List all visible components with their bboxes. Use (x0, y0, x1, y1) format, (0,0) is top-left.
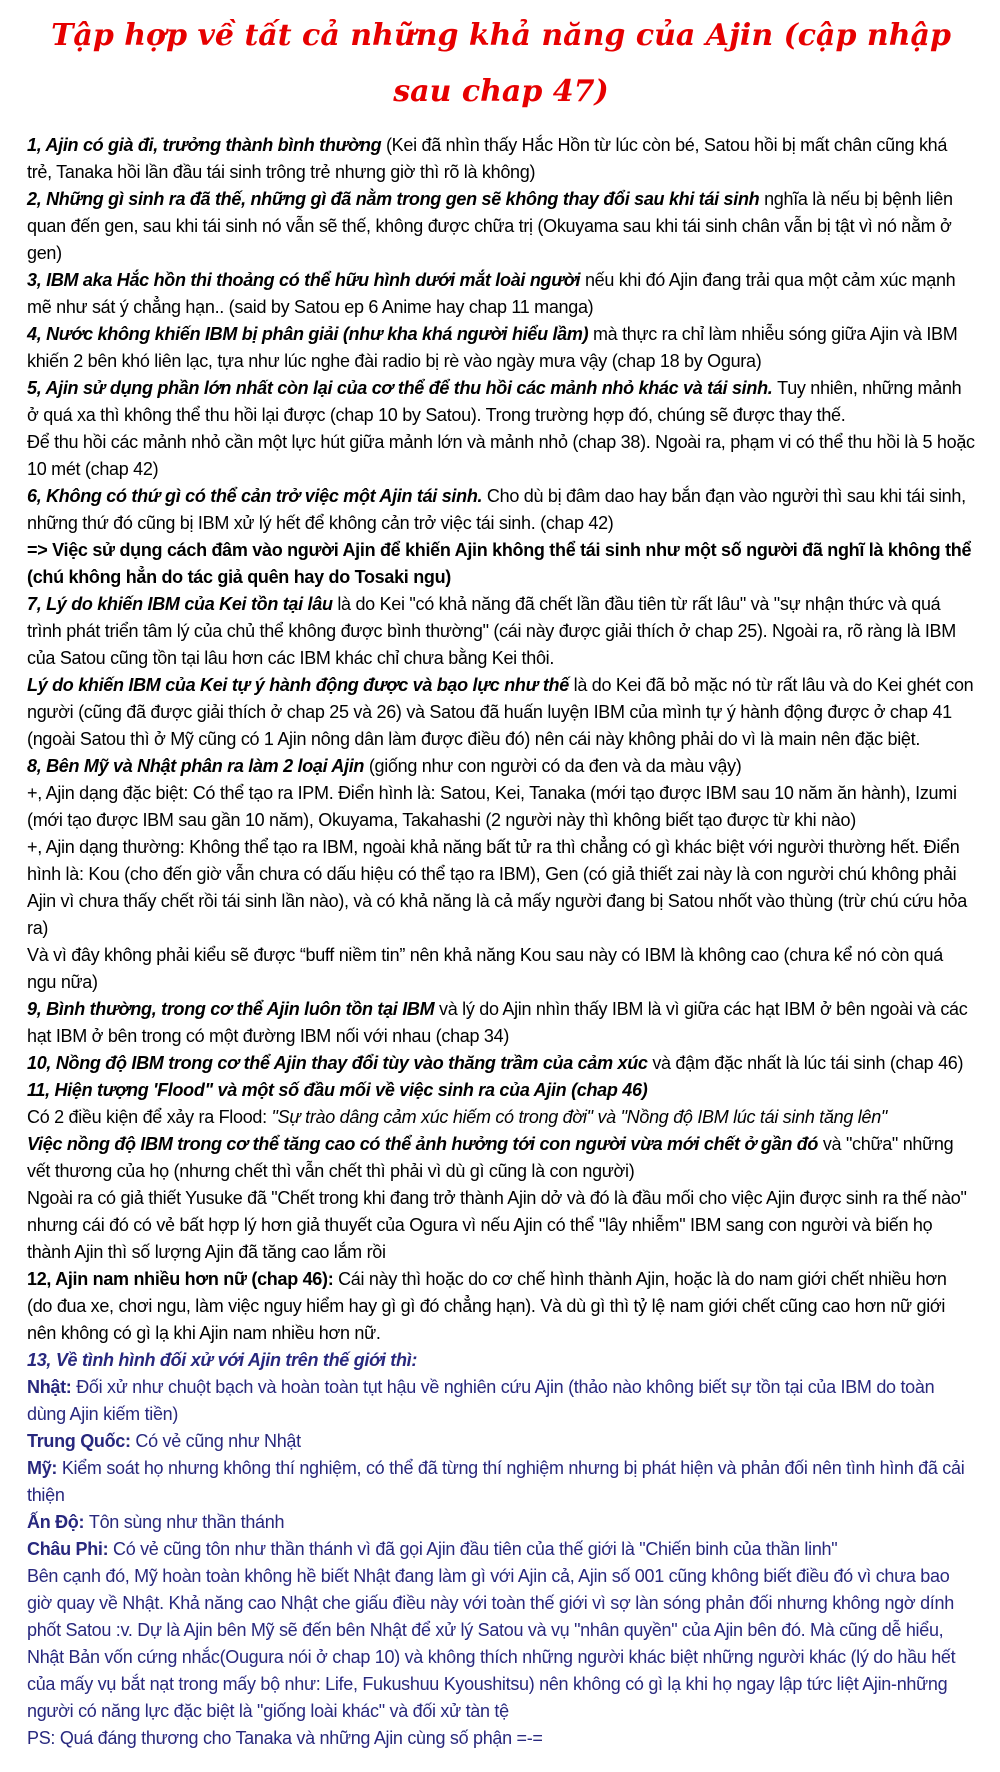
text-segment: Cho dù bị đâm dao hay bắn đạn vào người thì sau khi tái sinh, những thứ đó cũng bị IBM xử lý hết để không cản trở việc tái sinh. (chap 42) (27, 486, 966, 533)
page-title: Tập hợp về tất cả những khả năng của Ajin (cập nhập sau chap 47) (51, 18, 951, 109)
text-segment: "Sự trào dâng cảm xúc hiếm có trong đời" và "Nồng độ IBM lúc tái sinh tăng lên" (271, 1107, 888, 1127)
text-segment: Cái này thì hoặc do cơ chế hình thành Ajin, hoặc là do nam giới chết nhiều hơn (do đua xe, chơi ngu, làm việc nguy hiểm hay gì gì đó chẳng hạn). Và dù gì thì tỷ lệ nam giới chết cũng cao hơn nữ giới nên không có gì lạ khi Ajin nam nhiều hơn nữ. (27, 1269, 947, 1343)
text-segment: (Kei đã nhìn thấy Hắc Hồn từ lúc còn bé, Satou hồi bị mất chân cũng khá trẻ, Tanaka hồi lần đầu tái sinh trông trẻ nhưng giờ thì rõ là không) (27, 135, 948, 182)
text-segment: Lý do khiến IBM của Kei tự ý hành động được và bạo lực như thế (27, 675, 574, 695)
paragraph (27, 132, 975, 186)
paragraph (27, 483, 975, 537)
text-segment: 13, Về tình hình đối xử với Ajin trên thế giới thì: (27, 1350, 418, 1370)
paragraph (27, 1131, 975, 1185)
text-segment: Có vẻ cũng như Nhật (135, 1431, 301, 1451)
paragraph (27, 1563, 975, 1725)
text-segment: Việc nồng độ IBM trong cơ thể tăng cao có thể ảnh hưởng tới con người vừa mới chết ở gần đó (27, 1134, 823, 1154)
paragraph (27, 1185, 975, 1266)
paragraph (27, 1050, 975, 1077)
text-segment: và "chữa" những vết thương của họ (nhưng chết thì vẫn chết thì phải vì dù gì cũng là con người) (27, 1134, 954, 1181)
text-segment: 3, IBM aka Hắc hồn thi thoảng có thể hữu hình dưới mắt loài người (27, 270, 585, 290)
text-segment: Kiểm soát họ nhưng không thí nghiệm, có thể đã từng thí nghiệm nhưng bị phát hiện và phản đối nên tình hình đã cải thiện (27, 1458, 965, 1505)
text-segment: 6, Không có thứ gì có thể cản trở việc một Ajin tái sinh. (27, 486, 487, 506)
paragraph (27, 1374, 975, 1428)
paragraph (27, 1455, 975, 1509)
text-segment: 5, Ajin sử dụng phần lớn nhất còn lại của cơ thể để thu hồi các mảnh nhỏ khác và tái sinh. (27, 378, 778, 398)
text-segment: 7, Lý do khiến IBM của Kei tồn tại lâu (27, 594, 338, 614)
text-segment: 8, Bên Mỹ và Nhật phân ra làm 2 loại Ajin (27, 756, 369, 776)
text-segment: 12, Ajin nam nhiều hơn nữ (chap 46): (27, 1269, 339, 1289)
text-segment: và đậm đặc nhất là lúc tái sinh (chap 46) (652, 1053, 964, 1073)
text-segment: Mỹ: (27, 1458, 62, 1478)
text-segment: là do Kei "có khả năng đã chết lần đầu tiên từ rất lâu" và "sự nhận thức và quá trình phát triển tâm lý của chủ thể không được bình thường" (cái này được giải thích ở chap 25). Ngoài ra, rõ ràng là IBM của Satou cũng tồn tại lâu hơn các IBM khác chỉ chưa bằng Kei thôi. (27, 594, 956, 668)
text-segment: Có 2 điều kiện để xảy ra Flood: (27, 1107, 272, 1127)
text-segment: 10, Nồng độ IBM trong cơ thể Ajin thay đổi tùy vào thăng trầm của cảm xúc (27, 1053, 653, 1073)
text-segment: nếu khi đó Ajin đang trải qua một cảm xúc mạnh mẽ như sát ý chẳng hạn.. (said by Satou ep 6 Anime hay chap 11 manga) (27, 270, 956, 317)
paragraph (27, 1104, 975, 1131)
text-segment: 1, Ajin có già đi, trưởng thành bình thường (27, 135, 386, 155)
paragraph (27, 942, 975, 996)
paragraph (27, 429, 975, 483)
text-segment: 9, Bình thường, trong cơ thể Ajin luôn tồn tại IBM (27, 999, 440, 1019)
text-segment: +, Ajin dạng thường: Không thể tạo ra IBM, ngoài khả năng bất tử ra thì chẳng có gì khác biệt với người thường hết. Điển hình là: Kou (cho đến giờ vẫn chưa có dấu hiệu có thể tạo ra IBM), Gen (có giả thiết zai này là con người chú không phải Ajin vì chưa thấy chết rồi tái sinh lần nào), và có khả năng là cả mấy người đang bị Satou nhốt vào thùng (trừ chú cứu hỏa ra) (27, 837, 967, 938)
text-segment: Tuy nhiên, những mảnh ở quá xa thì không thể thu hồi lại được (chap 10 by Satou). Trong trường hợp đó, chúng sẽ được thay thế. (27, 378, 962, 425)
paragraph (27, 672, 975, 753)
paragraph (27, 186, 975, 267)
paragraph (27, 753, 975, 780)
paragraph (27, 1725, 975, 1752)
paragraph (27, 996, 975, 1050)
text-segment: Châu Phi: (27, 1539, 113, 1559)
text-segment: Tôn sùng như thần thánh (88, 1512, 285, 1532)
paragraph (27, 591, 975, 672)
paragraph (27, 537, 975, 591)
text-segment: Trung Quốc: (27, 1431, 136, 1451)
text-segment: mà thực ra chỉ làm nhiễu sóng giữa Ajin và IBM khiến 2 bên khó liên lạc, tựa như lúc nghe đài radio bị rè vào ngày mưa vậy (chap 18 by Ogura) (27, 324, 958, 371)
text-segment: Đối xử như chuột bạch và hoàn toàn tụt hậu về nghiên cứu Ajin (thảo nào không biết sự tồn tại của IBM do toàn dùng Ajin kiếm tiền) (27, 1377, 935, 1424)
paragraph (27, 1536, 975, 1563)
text-segment: Ấn Độ: (27, 1512, 89, 1532)
text-segment: (giống như con người có da đen và da màu vậy) (368, 756, 742, 776)
paragraph (27, 321, 975, 375)
text-segment: 4, Nước không khiến IBM bị phân giải (như kha khá người hiểu lầm) (27, 324, 593, 344)
paragraph (27, 375, 975, 429)
text-segment: PS: Quá đáng thương cho Tanaka và những Ajin cùng số phận =-= (27, 1728, 543, 1748)
paragraph (27, 1347, 975, 1374)
text-segment: nghĩa là nếu bị bệnh liên quan đến gen, sau khi tái sinh nó vẫn sẽ thế, không được chữa trị (Okuyama sau khi tái sinh chân vẫn bị tật vì nó nằm ở gen) (27, 189, 953, 263)
text-segment: là do Kei đã bỏ mặc nó từ rất lâu và do Kei ghét con người (cũng đã được giải thích ở chap 25 và 26) và Satou đã huấn luyện IBM của mình tự ý hành động được ở chap 41 (ngoài Satou thì ở Mỹ cũng có 1 Ajin nông dân làm được điều đó) nên cái này không phải do vì là main nên đặc biệt. (27, 675, 974, 749)
text-segment: => Việc sử dụng cách đâm vào người Ajin để khiến Ajin không thể tái sinh như một số người đã nghĩ là không thể (chú không hẳn do tác giả quên hay do Tosaki ngu) (27, 540, 972, 587)
text-segment: Ngoài ra có giả thiết Yusuke đã "Chết trong khi đang trở thành Ajin dở và đó là đầu mối cho việc Ajin được sinh ra thế nào" nhưng cái đó có vẻ bất hợp lý hơn giả thuyết của Ogura vì nếu Ajin có thể "lây nhiễm" IBM sang con người và biến họ thành Ajin thì số lượng Ajin đã tăng cao lắm rồi (27, 1188, 967, 1262)
text-segment: +, Ajin dạng đặc biệt: Có thể tạo ra IPM. Điển hình là: Satou, Kei, Tanaka (mới tạo được IBM sau 10 năm ăn hành), Izumi (mới tạo được IBM sau gần 10 năm), Okuyama, Takahashi (2 người này thì không biết tạo được từ khi nào) (27, 783, 957, 830)
text-segment: Có vẻ cũng tôn như thần thánh vì đã gọi Ajin đầu tiên của thế giới là "Chiến binh của thần linh" (113, 1539, 838, 1559)
paragraph (27, 1266, 975, 1347)
paragraph (27, 780, 975, 834)
text-segment: Nhật: (27, 1377, 77, 1397)
text-segment: Và vì đây không phải kiểu sẽ được “buff niềm tin” nên khả năng Kou sau này có IBM là không cao (chưa kể nó còn quá ngu nữa) (27, 945, 943, 992)
text-segment: Bên cạnh đó, Mỹ hoàn toàn không hề biết Nhật đang làm gì với Ajin cả, Ajin số 001 cũng không biết điều đó vì chưa bao giờ quay về Nhật. Khả năng cao Nhật che giấu điều này với toàn thế giới vì sợ làn sóng phản đối nhưng không ngờ dính phốt Satou :v. Dự là Ajin bên Mỹ sẽ đến bên Nhật để xử lý Satou và vụ "nhân quyền" của Ajin bên đó. Mà cũng dễ hiểu, Nhật Bản vốn cứng nhắc(Ougura nói ở chap 10) và không thích những người khác biệt những người khác (lý do hầu hết của mấy vụ bắt nạt trong mấy bộ như: Life, Fukushuu Kyoushitsu) nên không có gì lạ khi họ ngay lập tức liệt Ajin-những người có năng lực đặc biệt là "giống loài khác" và đối xử tàn tệ (27, 1566, 956, 1721)
paragraph (27, 267, 975, 321)
document-body (27, 132, 975, 1752)
text-segment: Để thu hồi các mảnh nhỏ cần một lực hút giữa mảnh lớn và mảnh nhỏ (chap 38). Ngoài ra, phạm vi có thể thu hồi là 5 hoặc 10 mét (chap 42) (27, 432, 975, 479)
paragraph (27, 834, 975, 942)
paragraph (27, 1077, 975, 1104)
text-segment: và lý do Ajin nhìn thấy IBM là vì giữa các hạt IBM ở bên ngoài và các hạt IBM ở bên trong có một đường IBM nối với nhau (chap 34) (27, 999, 968, 1046)
paragraph (27, 1428, 975, 1455)
paragraph (27, 1509, 975, 1536)
text-segment: 2, Những gì sinh ra đã thế, những gì đã nằm trong gen sẽ không thay đổi sau khi tái sinh (27, 189, 765, 209)
text-segment: 11, Hiện tượng 'Flood" và một số đầu mối về việc sinh ra của Ajin (chap 46) (27, 1080, 648, 1100)
